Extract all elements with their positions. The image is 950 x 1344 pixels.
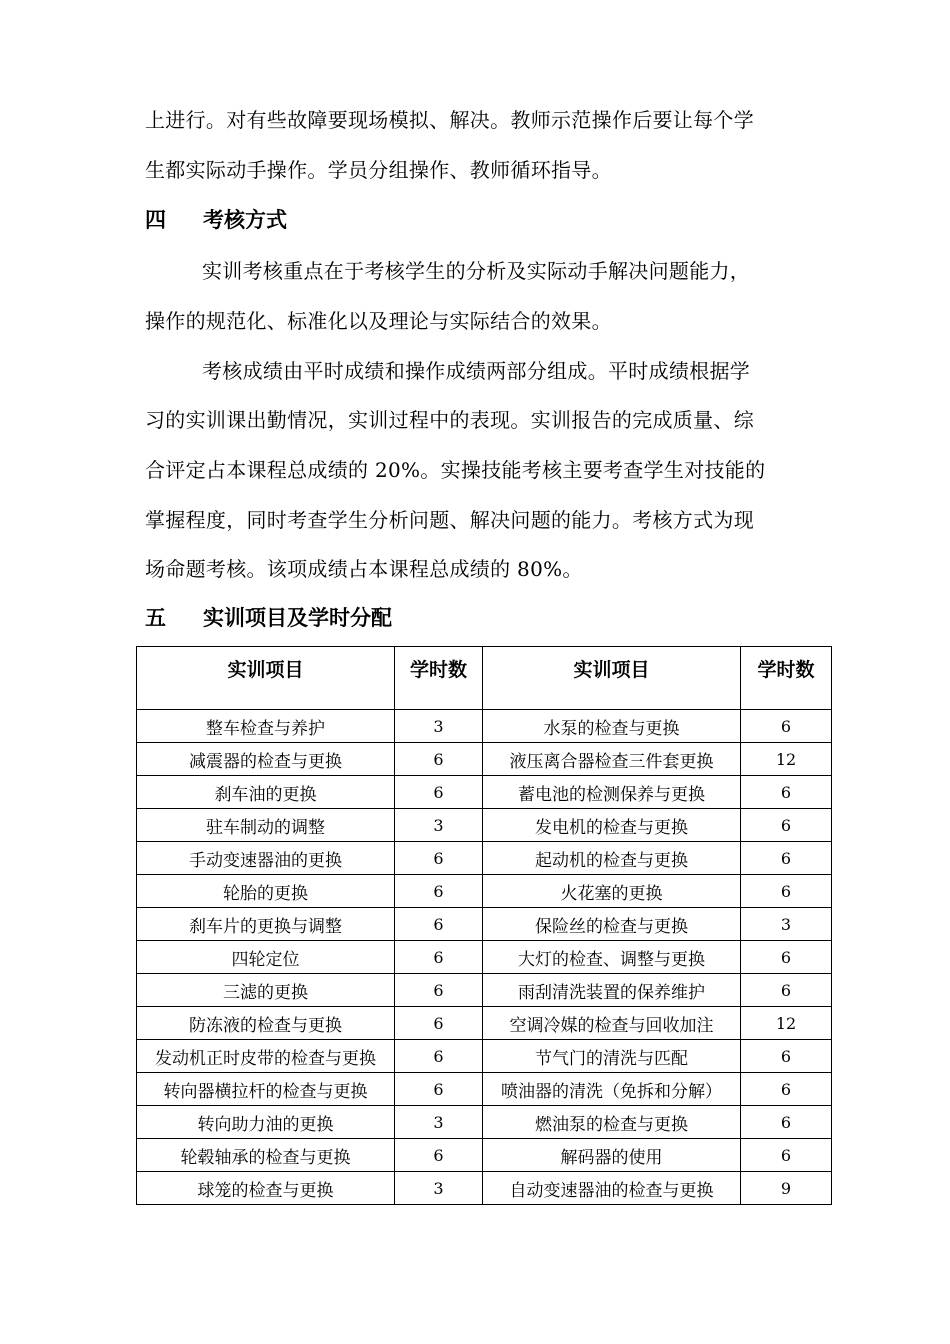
table-row [137,1007,832,1040]
hours-cell: 6 [741,1040,832,1073]
project-cell: 蓄电池的检测保养与更换 [483,776,741,809]
project-cell: 空调冷媒的检查与回收加注 [483,1007,741,1040]
project-cell: 水泵的检查与更换 [483,710,741,743]
paragraph-line: 习的实训课出勤情况，实训过程中的表现。实训报告的完成质量、综 [145,408,754,432]
hours-cell: 6 [741,1139,832,1172]
project-cell: 手动变速器油的更换 [137,842,395,875]
project-cell: 减震器的检查与更换 [137,743,395,776]
project-cell: 节气门的清洗与匹配 [483,1040,741,1073]
paragraph-line: 实训考核重点在于考核学生的分析及实际动手解决问题能力， [202,259,751,283]
hours-cell: 6 [395,875,483,908]
hours-cell: 3 [395,809,483,842]
section-number: 四 [145,207,166,232]
table-row [137,1172,832,1205]
training-hours-table [136,646,832,1205]
hours-cell: 6 [741,1106,832,1139]
project-cell: 液压离合器检查三件套更换 [483,743,741,776]
project-cell: 三滤的更换 [137,974,395,1007]
hours-cell: 12 [741,743,832,776]
project-cell: 轮胎的更换 [137,875,395,908]
hours-cell: 3 [741,908,832,941]
hours-cell: 6 [741,875,832,908]
project-cell: 火花塞的更换 [483,875,741,908]
project-cell: 燃油泵的检查与更换 [483,1106,741,1139]
hours-cell: 12 [741,1007,832,1040]
table-row [137,809,832,842]
hours-cell: 3 [395,1106,483,1139]
hours-cell: 6 [395,743,483,776]
section-heading-5 [145,603,392,633]
paragraph-line: 合评定占本课程总成绩的 20%。实操技能考核主要考查学生对技能的 [145,458,766,482]
project-cell: 转向助力油的更换 [137,1106,395,1139]
hours-cell: 6 [395,776,483,809]
project-cell: 防冻液的检查与更换 [137,1007,395,1040]
paragraph-line: 上进行。对有些故障要现场模拟、解决。教师示范操作后要让每个学 [145,108,754,132]
hours-cell: 6 [395,908,483,941]
table-body [137,710,832,1205]
table-row [137,710,832,743]
project-cell: 轮毂轴承的检查与更换 [137,1139,395,1172]
table-header-row [137,647,832,710]
section-title: 实训项目及学时分配 [203,605,392,630]
hours-cell: 6 [741,941,832,974]
hours-cell: 6 [395,1040,483,1073]
project-cell: 驻车制动的调整 [137,809,395,842]
hours-cell: 6 [741,842,832,875]
hours-cell: 6 [741,809,832,842]
project-cell: 保险丝的检查与更换 [483,908,741,941]
table-row [137,1073,832,1106]
paragraph-line: 掌握程度，同时考查学生分析问题、解决问题的能力。考核方式为现 [145,508,754,532]
header-cell: 实训项目 [483,647,741,710]
table-row [137,842,832,875]
paragraph-line: 操作的规范化、标准化以及理论与实际结合的效果。 [145,309,612,333]
hours-cell: 6 [741,974,832,1007]
hours-cell: 6 [395,1139,483,1172]
hours-cell: 6 [741,776,832,809]
project-cell: 发电机的检查与更换 [483,809,741,842]
table-row [137,875,832,908]
hours-cell: 6 [395,1073,483,1106]
project-cell: 刹车油的更换 [137,776,395,809]
table-row [137,941,832,974]
table-row [137,1040,832,1073]
section-heading-4 [145,205,287,235]
project-cell: 转向器横拉杆的检查与更换 [137,1073,395,1106]
project-cell: 刹车片的更换与调整 [137,908,395,941]
header-cell: 学时数 [741,647,832,710]
project-cell: 解码器的使用 [483,1139,741,1172]
section-number: 五 [145,605,166,630]
hours-cell: 6 [395,974,483,1007]
hours-cell: 6 [741,710,832,743]
hours-cell: 6 [395,941,483,974]
hours-cell: 3 [395,1172,483,1205]
paragraph-line: 考核成绩由平时成绩和操作成绩两部分组成。平时成绩根据学 [202,359,751,383]
project-cell: 整车检查与养护 [137,710,395,743]
project-cell: 大灯的检查、调整与更换 [483,941,741,974]
table-row [137,974,832,1007]
hours-cell: 6 [395,1007,483,1040]
table-row [137,1139,832,1172]
table-row [137,743,832,776]
project-cell: 发动机正时皮带的检查与更换 [137,1040,395,1073]
project-cell: 球笼的检查与更换 [137,1172,395,1205]
header-cell: 学时数 [395,647,483,710]
project-cell: 自动变速器油的检查与更换 [483,1172,741,1205]
hours-cell: 9 [741,1172,832,1205]
hours-cell: 3 [395,710,483,743]
paragraph-line: 场命题考核。该项成绩占本课程总成绩的 80%。 [145,557,583,581]
project-cell: 雨刮清洗装置的保养维护 [483,974,741,1007]
table-row [137,908,832,941]
header-cell: 实训项目 [137,647,395,710]
project-cell: 四轮定位 [137,941,395,974]
table-row [137,776,832,809]
table-row [137,1106,832,1139]
section-title: 考核方式 [203,207,287,232]
paragraph-line: 生都实际动手操作。学员分组操作、教师循环指导。 [145,158,612,182]
hours-cell: 6 [741,1073,832,1106]
hours-cell: 6 [395,842,483,875]
project-cell: 喷油器的清洗（免拆和分解） [483,1073,741,1106]
project-cell: 起动机的检查与更换 [483,842,741,875]
